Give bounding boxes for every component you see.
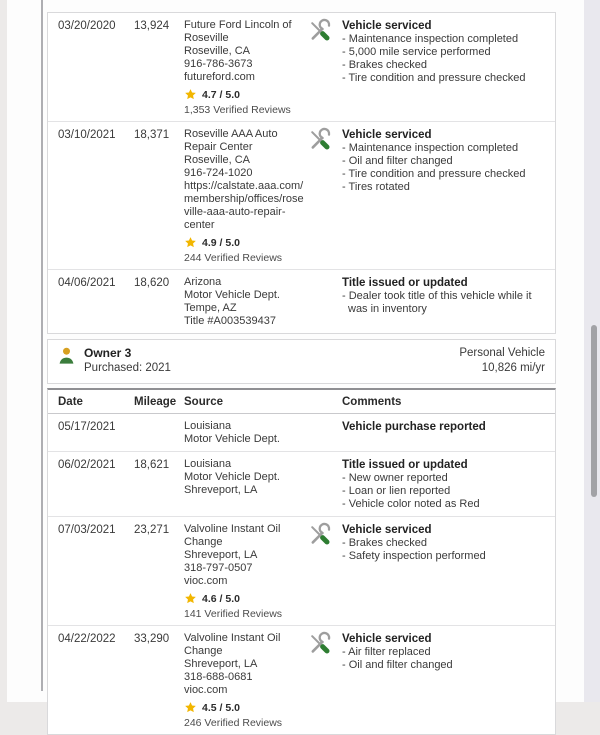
column-header-source: Source (184, 396, 223, 408)
source-phone: 916-786-3673 (184, 58, 253, 70)
source-line: Roseville AAA Auto (184, 128, 278, 140)
report-left-border (41, 0, 43, 691)
record-source (184, 128, 308, 264)
comment-item: - Safety inspection performed (342, 550, 486, 562)
source-line: Louisiana (184, 420, 232, 432)
service-tools-icon (308, 632, 332, 656)
comment-title: Title issued or updated (342, 277, 468, 289)
source-line: Tempe, AZ (184, 302, 237, 314)
source-line: Louisiana (184, 458, 232, 470)
comment-item: - Brakes checked (342, 59, 427, 71)
table-row (48, 13, 555, 121)
source-line: Valvoline Instant Oil (184, 632, 281, 644)
comment-title: Vehicle serviced (342, 20, 432, 32)
owner-vehicle-type: Personal Vehicle (459, 347, 545, 359)
source-website: futureford.com (184, 71, 255, 83)
rating-score: 4.6 / 5.0 (202, 592, 240, 605)
source-url-line: center (184, 219, 215, 231)
service-tools-icon (308, 523, 332, 547)
star-icon (184, 592, 197, 605)
source-line: Roseville (184, 32, 229, 44)
verified-reviews: 246 Verified Reviews (184, 717, 283, 729)
source-website: vioc.com (184, 684, 228, 696)
source-line: Roseville, CA (184, 45, 251, 57)
table-row (48, 516, 555, 625)
verified-reviews: 141 Verified Reviews (184, 608, 283, 620)
owner-section-banner (47, 339, 556, 384)
comment-item: - Tires rotated (342, 181, 410, 193)
source-phone: 318-797-0507 (184, 562, 253, 574)
owner3-records-table (47, 388, 556, 735)
vehicle-history-report (47, 12, 556, 735)
comment-title: Vehicle serviced (342, 129, 432, 141)
owner-person-icon (58, 347, 75, 365)
rating-row (184, 236, 308, 249)
source-url-line: https://calstate.aaa.com/ (184, 180, 304, 192)
table-row (48, 451, 555, 516)
record-date: 04/06/2021 (58, 277, 116, 289)
record-comments (308, 523, 547, 620)
comment-item: - Tire condition and pressure checked (342, 72, 526, 84)
table-header-row (48, 390, 555, 414)
rating-row (184, 701, 308, 714)
record-source (184, 458, 308, 511)
record-comments (308, 632, 547, 729)
source-line: Change (184, 645, 223, 657)
comment-title: Vehicle serviced (342, 524, 432, 536)
comment-item: - Air filter replaced (342, 646, 431, 658)
comment-item: - Brakes checked (342, 537, 427, 549)
source-line: Repair Center (184, 141, 253, 153)
comment-item: - Maintenance inspection completed (342, 33, 519, 45)
record-date: 05/17/2021 (58, 421, 116, 433)
record-mileage: 18,620 (134, 277, 170, 289)
record-comments (308, 276, 547, 328)
rating-score: 4.7 / 5.0 (202, 88, 240, 101)
record-mileage: 18,621 (134, 459, 170, 471)
source-line: Shreveport, LA (184, 484, 258, 496)
record-date: 04/22/2022 (58, 633, 116, 645)
table-row (48, 625, 555, 734)
comment-title: Vehicle purchase reported (342, 421, 486, 433)
record-mileage: 13,924 (134, 20, 170, 32)
verified-reviews: 1,353 Verified Reviews (184, 104, 291, 116)
comment-item: - New owner reported (342, 472, 448, 484)
comment-item: - Maintenance inspection completed (342, 142, 519, 154)
scrollbar-track[interactable] (584, 0, 600, 702)
table-row (48, 121, 555, 269)
source-website: vioc.com (184, 575, 228, 587)
record-mileage (134, 420, 184, 446)
table-row (48, 414, 555, 451)
comment-item: - 5,000 mile service performed (342, 46, 491, 58)
record-date: 03/20/2020 (58, 20, 116, 32)
scrollbar-thumb[interactable] (591, 325, 597, 497)
verified-reviews: 244 Verified Reviews (184, 252, 283, 264)
comment-item: - Loan or lien reported (342, 485, 451, 497)
record-date: 03/10/2021 (58, 129, 116, 141)
record-date: 06/02/2021 (58, 459, 116, 471)
service-tools-icon (308, 19, 332, 43)
owner-title: Owner 3 (84, 346, 132, 360)
column-header-date: Date (58, 396, 83, 408)
record-mileage: 18,371 (134, 129, 170, 141)
comment-item: - Oil and filter changed (342, 659, 453, 671)
source-line: Motor Vehicle Dept. (184, 471, 280, 483)
source-phone: 916-724-1020 (184, 167, 253, 179)
owner-miles-per-year: 10,826 mi/yr (481, 362, 545, 374)
service-tools-icon (308, 128, 332, 152)
record-comments (308, 458, 547, 511)
comment-title: Vehicle serviced (342, 633, 432, 645)
source-line: Change (184, 536, 223, 548)
record-source (184, 19, 308, 116)
comment-item: - Vehicle color noted as Red (342, 498, 480, 510)
record-source (184, 276, 308, 328)
comment-title: Title issued or updated (342, 459, 468, 471)
rating-score: 4.9 / 5.0 (202, 236, 240, 249)
record-comments (308, 19, 547, 116)
comment-item: - Dealer took title of this vehicle while it was in inventory (342, 290, 532, 315)
rating-row (184, 88, 308, 101)
source-line: Valvoline Instant Oil (184, 523, 281, 535)
source-line: Roseville, CA (184, 154, 251, 166)
source-title-number: Title #A003539437 (184, 315, 276, 327)
source-url-line: membership/offices/rose (184, 193, 304, 205)
source-line: Motor Vehicle Dept. (184, 433, 280, 445)
table-row (48, 269, 555, 333)
source-line: Future Ford Lincoln of (184, 19, 292, 31)
record-mileage: 23,271 (134, 524, 170, 536)
record-source (184, 632, 308, 729)
star-icon (184, 88, 197, 101)
star-icon (184, 236, 197, 249)
source-line: Arizona (184, 276, 222, 288)
source-line: Shreveport, LA (184, 549, 258, 561)
source-line: Motor Vehicle Dept. (184, 289, 280, 301)
record-source (184, 523, 308, 620)
rating-row (184, 592, 308, 605)
source-line: Shreveport, LA (184, 658, 258, 670)
source-url-line: ville-aaa-auto-repair- (184, 206, 286, 218)
record-comments (308, 128, 547, 264)
column-header-comments: Comments (342, 396, 402, 408)
record-comments (308, 420, 547, 446)
column-header-mileage: Mileage (134, 396, 177, 408)
owner-purchased: Purchased: 2021 (84, 362, 171, 374)
record-date: 07/03/2021 (58, 524, 116, 536)
record-mileage: 33,290 (134, 633, 170, 645)
comment-item: - Tire condition and pressure checked (342, 168, 526, 180)
rating-score: 4.5 / 5.0 (202, 701, 240, 714)
history-records-card (47, 12, 556, 334)
source-phone: 318-688-0681 (184, 671, 253, 683)
comment-item: - Oil and filter changed (342, 155, 453, 167)
star-icon (184, 701, 197, 714)
record-source (184, 420, 308, 446)
